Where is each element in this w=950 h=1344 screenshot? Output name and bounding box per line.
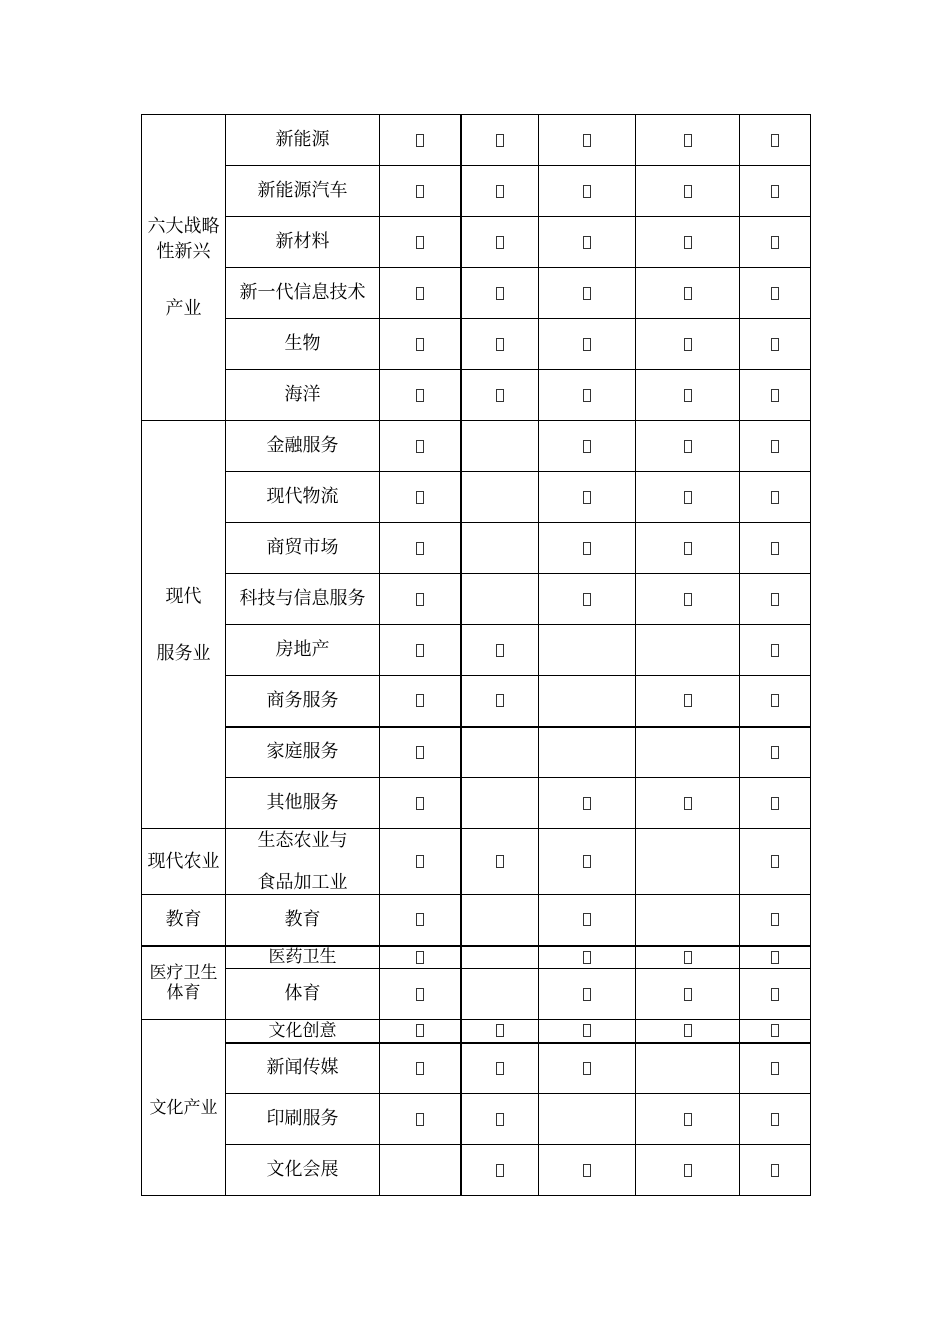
mark-cell-col5 (740, 829, 811, 895)
item-label: 房地产 (275, 639, 330, 660)
item-cell (226, 523, 380, 574)
item-label-line2: 食品加工业 (257, 871, 348, 893)
group-label: 教育 (165, 909, 202, 931)
mark-cell-col5 (740, 727, 811, 778)
mark-cell-col2 (461, 421, 539, 472)
checkbox-glyph-icon (684, 1024, 692, 1037)
group-label: 服务业 (156, 642, 211, 664)
item-label: 新材料 (275, 231, 330, 252)
table-row (142, 895, 811, 946)
checkbox-glyph-icon (684, 236, 692, 249)
mark-cell-col2 (461, 523, 539, 574)
mark-cell-col4 (636, 370, 740, 421)
checkbox-glyph-icon (496, 1024, 504, 1037)
checkbox-glyph-icon (684, 134, 692, 147)
mark-cell-col5 (740, 166, 811, 217)
item-cell (226, 319, 380, 370)
mark-cell-col1 (380, 969, 461, 1020)
item-cell (226, 1094, 380, 1145)
mark-cell-col5 (740, 1145, 811, 1196)
mark-cell-col3 (539, 1094, 636, 1145)
checkbox-glyph-icon (771, 988, 779, 1001)
mark-cell-col5 (740, 319, 811, 370)
mark-cell-col2 (461, 472, 539, 523)
table-row (142, 166, 811, 217)
mark-cell-col5 (740, 115, 811, 166)
checkbox-glyph-icon (583, 185, 591, 198)
mark-cell-col4 (636, 829, 740, 895)
mark-cell-col5 (740, 217, 811, 268)
checkbox-glyph-icon (684, 440, 692, 453)
checkbox-glyph-icon (496, 1113, 504, 1126)
item-cell (226, 676, 380, 727)
mark-cell-col1 (380, 421, 461, 472)
mark-cell-col1 (380, 1145, 461, 1196)
item-cell (226, 727, 380, 778)
checkbox-glyph-icon (583, 1164, 591, 1177)
item-label: 海洋 (284, 384, 321, 405)
mark-cell-col2 (461, 1020, 539, 1043)
checkbox-glyph-icon (496, 134, 504, 147)
checkbox-glyph-icon (583, 951, 591, 964)
item-cell (226, 1020, 380, 1043)
item-label: 生态农业与 (257, 829, 348, 851)
checkbox-glyph-icon (416, 1062, 424, 1075)
table-row (142, 625, 811, 676)
mark-cell-col4 (636, 1094, 740, 1145)
item-label: 商贸市场 (266, 537, 339, 558)
mark-cell-col4 (636, 268, 740, 319)
checkbox-glyph-icon (771, 542, 779, 555)
table-row (142, 268, 811, 319)
table-row (142, 829, 811, 895)
checkbox-glyph-icon (416, 694, 424, 707)
mark-cell-col4 (636, 969, 740, 1020)
mark-cell-col2 (461, 895, 539, 946)
mark-cell-col3 (539, 727, 636, 778)
item-cell (226, 946, 380, 969)
item-label: 生物 (284, 333, 321, 354)
checkbox-glyph-icon (684, 542, 692, 555)
mark-cell-col4 (636, 727, 740, 778)
group-cell-culture (142, 1020, 226, 1196)
group-cell-education (142, 895, 226, 946)
checkbox-glyph-icon (496, 236, 504, 249)
mark-cell-col3 (539, 421, 636, 472)
mark-cell-col4 (636, 946, 740, 969)
checkbox-glyph-icon (771, 694, 779, 707)
checkbox-glyph-icon (583, 389, 591, 402)
checkbox-glyph-icon (496, 389, 504, 402)
mark-cell-col1 (380, 1020, 461, 1043)
mark-cell-col5 (740, 1094, 811, 1145)
group-cell-strategic (142, 115, 226, 421)
mark-cell-col2 (461, 574, 539, 625)
checkbox-glyph-icon (771, 389, 779, 402)
mark-cell-col3 (539, 217, 636, 268)
item-cell (226, 829, 380, 895)
mark-cell-col2 (461, 1094, 539, 1145)
mark-cell-col1 (380, 829, 461, 895)
checkbox-glyph-icon (771, 1024, 779, 1037)
mark-cell-col3 (539, 523, 636, 574)
table-row (142, 472, 811, 523)
mark-cell-col1 (380, 895, 461, 946)
checkbox-glyph-icon (416, 913, 424, 926)
checkbox-glyph-icon (771, 1113, 779, 1126)
table-row (142, 969, 811, 1020)
item-cell (226, 1043, 380, 1094)
checkbox-glyph-icon (496, 694, 504, 707)
item-label: 新能源汽车 (257, 180, 348, 201)
item-label: 新一代信息技术 (239, 282, 366, 303)
checkbox-glyph-icon (416, 389, 424, 402)
mark-cell-col2 (461, 115, 539, 166)
checkbox-glyph-icon (771, 644, 779, 657)
mark-cell-col3 (539, 778, 636, 829)
mark-cell-col2 (461, 676, 539, 727)
mark-cell-col5 (740, 969, 811, 1020)
item-cell (226, 370, 380, 421)
mark-cell-col4 (636, 217, 740, 268)
checkbox-glyph-icon (416, 1113, 424, 1126)
checkbox-glyph-icon (684, 1164, 692, 1177)
mark-cell-col1 (380, 1043, 461, 1094)
checkbox-glyph-icon (496, 1062, 504, 1075)
checkbox-glyph-icon (771, 951, 779, 964)
table-row (142, 727, 811, 778)
checkbox-glyph-icon (416, 644, 424, 657)
item-label: 现代物流 (266, 486, 339, 507)
item-cell (226, 574, 380, 625)
item-label: 家庭服务 (266, 741, 339, 763)
table-row (142, 217, 811, 268)
mark-cell-col2 (461, 969, 539, 1020)
mark-cell-col3 (539, 319, 636, 370)
mark-cell-col3 (539, 166, 636, 217)
checkbox-glyph-icon (684, 338, 692, 351)
mark-cell-col1 (380, 574, 461, 625)
checkbox-glyph-icon (771, 913, 779, 926)
mark-cell-col1 (380, 166, 461, 217)
item-cell (226, 166, 380, 217)
mark-cell-col4 (636, 421, 740, 472)
mark-cell-col2 (461, 1043, 539, 1094)
mark-cell-col5 (740, 895, 811, 946)
mark-cell-col5 (740, 676, 811, 727)
table-row (142, 1020, 811, 1043)
checkbox-glyph-icon (416, 236, 424, 249)
mark-cell-col1 (380, 115, 461, 166)
checkbox-glyph-icon (684, 287, 692, 300)
mark-cell-col3 (539, 574, 636, 625)
item-label: 医药卫生 (268, 947, 337, 968)
mark-cell-col5 (740, 625, 811, 676)
item-label: 新闻传媒 (266, 1057, 339, 1079)
checkbox-glyph-icon (583, 1062, 591, 1075)
mark-cell-col1 (380, 1094, 461, 1145)
table-row (142, 1145, 811, 1196)
mark-cell-col5 (740, 268, 811, 319)
checkbox-glyph-icon (771, 593, 779, 606)
checkbox-glyph-icon (771, 746, 779, 759)
group-label: 现代农业 (147, 851, 220, 872)
item-label: 印刷服务 (266, 1108, 339, 1129)
checkbox-glyph-icon (771, 855, 779, 868)
checkbox-glyph-icon (416, 338, 424, 351)
mark-cell-col4 (636, 319, 740, 370)
mark-cell-col4 (636, 1145, 740, 1196)
table-row (142, 1094, 811, 1145)
checkbox-glyph-icon (583, 440, 591, 453)
item-label: 商务服务 (266, 689, 339, 711)
group-label: 体育 (166, 982, 201, 1003)
checkbox-glyph-icon (771, 287, 779, 300)
checkbox-glyph-icon (496, 338, 504, 351)
mark-cell-col2 (461, 166, 539, 217)
mark-cell-col1 (380, 319, 461, 370)
group-label: 性新兴 (156, 241, 211, 262)
checkbox-glyph-icon (684, 389, 692, 402)
mark-cell-col1 (380, 625, 461, 676)
checkbox-glyph-icon (684, 185, 692, 198)
group-label: 现代 (165, 585, 202, 607)
checkbox-glyph-icon (684, 593, 692, 606)
mark-cell-col4 (636, 676, 740, 727)
table-row (142, 676, 811, 727)
checkbox-glyph-icon (416, 287, 424, 300)
item-label: 文化创意 (268, 1020, 337, 1041)
mark-cell-col3 (539, 676, 636, 727)
checkbox-glyph-icon (771, 236, 779, 249)
mark-cell-col3 (539, 829, 636, 895)
group-cell-services (142, 421, 226, 829)
checkbox-glyph-icon (583, 542, 591, 555)
checkbox-glyph-icon (416, 593, 424, 606)
mark-cell-col1 (380, 217, 461, 268)
group-label: 产业 (165, 298, 202, 319)
mark-cell-col5 (740, 523, 811, 574)
mark-cell-col4 (636, 625, 740, 676)
table-row (142, 574, 811, 625)
table-row (142, 778, 811, 829)
table-body (142, 115, 811, 1196)
checkbox-glyph-icon (416, 1024, 424, 1037)
item-label: 新能源 (275, 129, 330, 150)
table-row (142, 946, 811, 969)
checkbox-glyph-icon (684, 951, 692, 964)
group-cell-agriculture (142, 829, 226, 895)
mark-cell-col4 (636, 574, 740, 625)
mark-cell-col1 (380, 946, 461, 969)
checkbox-glyph-icon (583, 134, 591, 147)
group-label: 医疗卫生 (149, 962, 218, 983)
group-label: 六大战略 (147, 216, 220, 237)
group-cell-health (142, 946, 226, 1020)
checkbox-glyph-icon (771, 1164, 779, 1177)
mark-cell-col3 (539, 625, 636, 676)
mark-cell-col4 (636, 166, 740, 217)
checkbox-glyph-icon (496, 185, 504, 198)
item-cell (226, 625, 380, 676)
checkbox-glyph-icon (416, 855, 424, 868)
table-row (142, 421, 811, 472)
mark-cell-col5 (740, 1020, 811, 1043)
mark-cell-col1 (380, 778, 461, 829)
mark-cell-col3 (539, 370, 636, 421)
item-label: 体育 (284, 983, 321, 1004)
checkbox-glyph-icon (771, 797, 779, 810)
checkbox-glyph-icon (771, 1062, 779, 1075)
mark-cell-col5 (740, 370, 811, 421)
mark-cell-col2 (461, 946, 539, 969)
checkbox-glyph-icon (416, 134, 424, 147)
checkbox-glyph-icon (583, 491, 591, 504)
table-row (142, 523, 811, 574)
table-row (142, 115, 811, 166)
mark-cell-col3 (539, 946, 636, 969)
mark-cell-col4 (636, 895, 740, 946)
checkbox-glyph-icon (583, 855, 591, 868)
checkbox-glyph-icon (583, 1024, 591, 1037)
item-label: 文化会展 (266, 1159, 339, 1180)
mark-cell-col2 (461, 370, 539, 421)
mark-cell-col1 (380, 472, 461, 523)
mark-cell-col2 (461, 778, 539, 829)
mark-cell-col3 (539, 1043, 636, 1094)
checkbox-glyph-icon (583, 593, 591, 606)
checkbox-glyph-icon (496, 1164, 504, 1177)
item-cell (226, 1145, 380, 1196)
industry-table (141, 114, 811, 1196)
checkbox-glyph-icon (684, 797, 692, 810)
checkbox-glyph-icon (583, 988, 591, 1001)
mark-cell-col2 (461, 268, 539, 319)
table-row (142, 319, 811, 370)
mark-cell-col2 (461, 319, 539, 370)
mark-cell-col2 (461, 625, 539, 676)
group-label: 文化产业 (149, 1097, 218, 1118)
checkbox-glyph-icon (771, 491, 779, 504)
checkbox-glyph-icon (416, 988, 424, 1001)
mark-cell-col3 (539, 895, 636, 946)
checkbox-glyph-icon (416, 440, 424, 453)
checkbox-glyph-icon (684, 988, 692, 1001)
mark-cell-col1 (380, 727, 461, 778)
mark-cell-col4 (636, 472, 740, 523)
mark-cell-col5 (740, 946, 811, 969)
mark-cell-col3 (539, 1020, 636, 1043)
item-label: 其他服务 (266, 792, 339, 813)
mark-cell-col2 (461, 1145, 539, 1196)
checkbox-glyph-icon (583, 287, 591, 300)
mark-cell-col1 (380, 676, 461, 727)
checkbox-glyph-icon (771, 185, 779, 198)
mark-cell-col5 (740, 421, 811, 472)
mark-cell-col5 (740, 472, 811, 523)
mark-cell-col2 (461, 217, 539, 268)
table-row (142, 1043, 811, 1094)
mark-cell-col3 (539, 472, 636, 523)
checkbox-glyph-icon (684, 491, 692, 504)
item-label: 科技与信息服务 (239, 588, 366, 609)
item-cell (226, 969, 380, 1020)
mark-cell-col1 (380, 370, 461, 421)
mark-cell-col3 (539, 1145, 636, 1196)
mark-cell-col1 (380, 268, 461, 319)
item-cell (226, 217, 380, 268)
checkbox-glyph-icon (583, 338, 591, 351)
mark-cell-col3 (539, 969, 636, 1020)
mark-cell-col4 (636, 1020, 740, 1043)
checkbox-glyph-icon (416, 542, 424, 555)
mark-cell-col4 (636, 523, 740, 574)
item-label: 金融服务 (266, 435, 339, 456)
item-cell (226, 472, 380, 523)
item-cell (226, 421, 380, 472)
checkbox-glyph-icon (583, 797, 591, 810)
checkbox-glyph-icon (771, 134, 779, 147)
item-cell (226, 778, 380, 829)
table-row (142, 370, 811, 421)
mark-cell-col5 (740, 1043, 811, 1094)
checkbox-glyph-icon (771, 338, 779, 351)
item-cell (226, 895, 380, 946)
item-cell (226, 115, 380, 166)
mark-cell-col2 (461, 727, 539, 778)
checkbox-glyph-icon (416, 797, 424, 810)
checkbox-glyph-icon (416, 185, 424, 198)
mark-cell-col3 (539, 115, 636, 166)
checkbox-glyph-icon (496, 855, 504, 868)
mark-cell-col3 (539, 268, 636, 319)
checkbox-glyph-icon (416, 951, 424, 964)
mark-cell-col2 (461, 829, 539, 895)
mark-cell-col5 (740, 778, 811, 829)
checkbox-glyph-icon (416, 746, 424, 759)
item-label: 教育 (284, 908, 321, 930)
checkbox-glyph-icon (496, 287, 504, 300)
mark-cell-col4 (636, 778, 740, 829)
checkbox-glyph-icon (684, 1113, 692, 1126)
checkbox-glyph-icon (496, 644, 504, 657)
checkbox-glyph-icon (583, 913, 591, 926)
checkbox-glyph-icon (771, 440, 779, 453)
mark-cell-col4 (636, 115, 740, 166)
checkbox-glyph-icon (684, 694, 692, 707)
mark-cell-col4 (636, 1043, 740, 1094)
checkbox-glyph-icon (416, 491, 424, 504)
item-cell (226, 268, 380, 319)
checkbox-glyph-icon (583, 236, 591, 249)
mark-cell-col1 (380, 523, 461, 574)
mark-cell-col5 (740, 574, 811, 625)
